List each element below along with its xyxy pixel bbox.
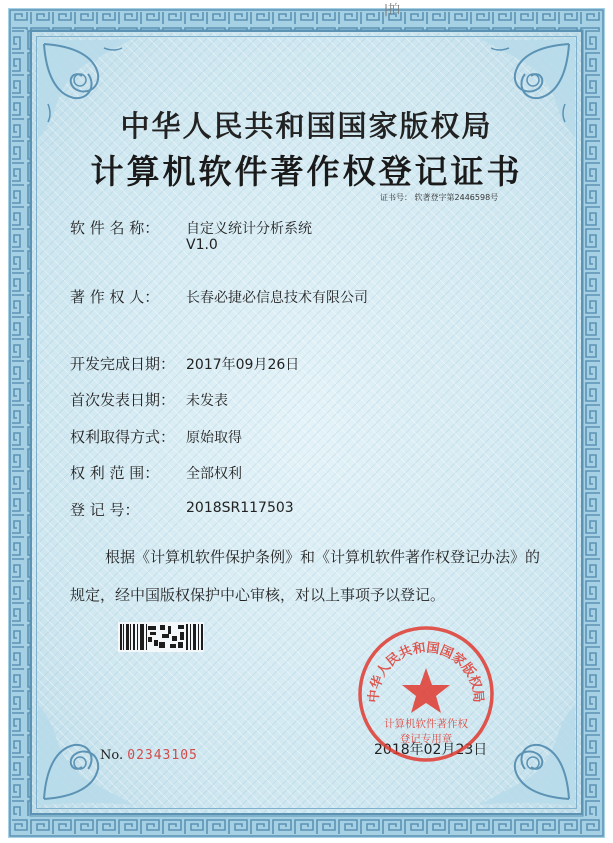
- development-date-value: 2017年09月26日: [186, 357, 300, 373]
- publication-date-label: 首次发表日期：: [70, 391, 176, 409]
- software-name-value: 自定义统计分析系统: [186, 221, 312, 237]
- seal-center-text-2: 登记专用章: [399, 733, 453, 745]
- acquisition-method-label: 权利取得方式：: [70, 428, 176, 446]
- handwritten-mark: |拍: [384, 2, 401, 16]
- barcode-image: [118, 622, 204, 652]
- rights-scope-label: 权 利 范 围：: [70, 464, 160, 482]
- software-version-value: V1.0: [186, 237, 218, 253]
- seal-star-icon: [402, 668, 450, 713]
- software-name-label: 软 件 名 称：: [70, 219, 160, 237]
- acquisition-method-value: 原始取得: [186, 430, 242, 446]
- issue-date: 2018年02月23日: [374, 742, 488, 758]
- seal-center-text-1: 计算机软件著作权: [384, 718, 468, 730]
- serial-prefix: No.: [100, 748, 124, 763]
- publication-date-value: 未发表: [186, 393, 228, 409]
- copyright-owner-value: 长春必捷必信息技术有限公司: [186, 290, 368, 306]
- statement-line-1: 根据《计算机软件保护条例》和《计算机软件著作权登记办法》的: [105, 548, 541, 566]
- issuer-title: 中华人民共和国国家版权局: [120, 109, 493, 143]
- development-date-label: 开发完成日期：: [70, 355, 176, 373]
- serial-number: [100, 748, 198, 763]
- statement-line-2: 规定，经中国版权保护中心审核，对以上事项予以登记。: [70, 586, 446, 604]
- rights-scope-value: 全部权利: [186, 466, 242, 482]
- certificate-number: 证书号： 软著登字第2446598号: [380, 193, 499, 202]
- copyright-owner-label: 著 作 权 人：: [70, 288, 160, 306]
- registration-number-label: 登 记 号：: [70, 501, 140, 519]
- serial-number-value: 02343105: [127, 748, 198, 763]
- registration-number-value: 2018SR117503: [186, 500, 294, 516]
- official-seal: [356, 624, 496, 764]
- seal-ring-text: 中华人民共和国国家版权局: [366, 640, 486, 704]
- certificate-title: 计算机软件著作权登记证书: [90, 152, 523, 191]
